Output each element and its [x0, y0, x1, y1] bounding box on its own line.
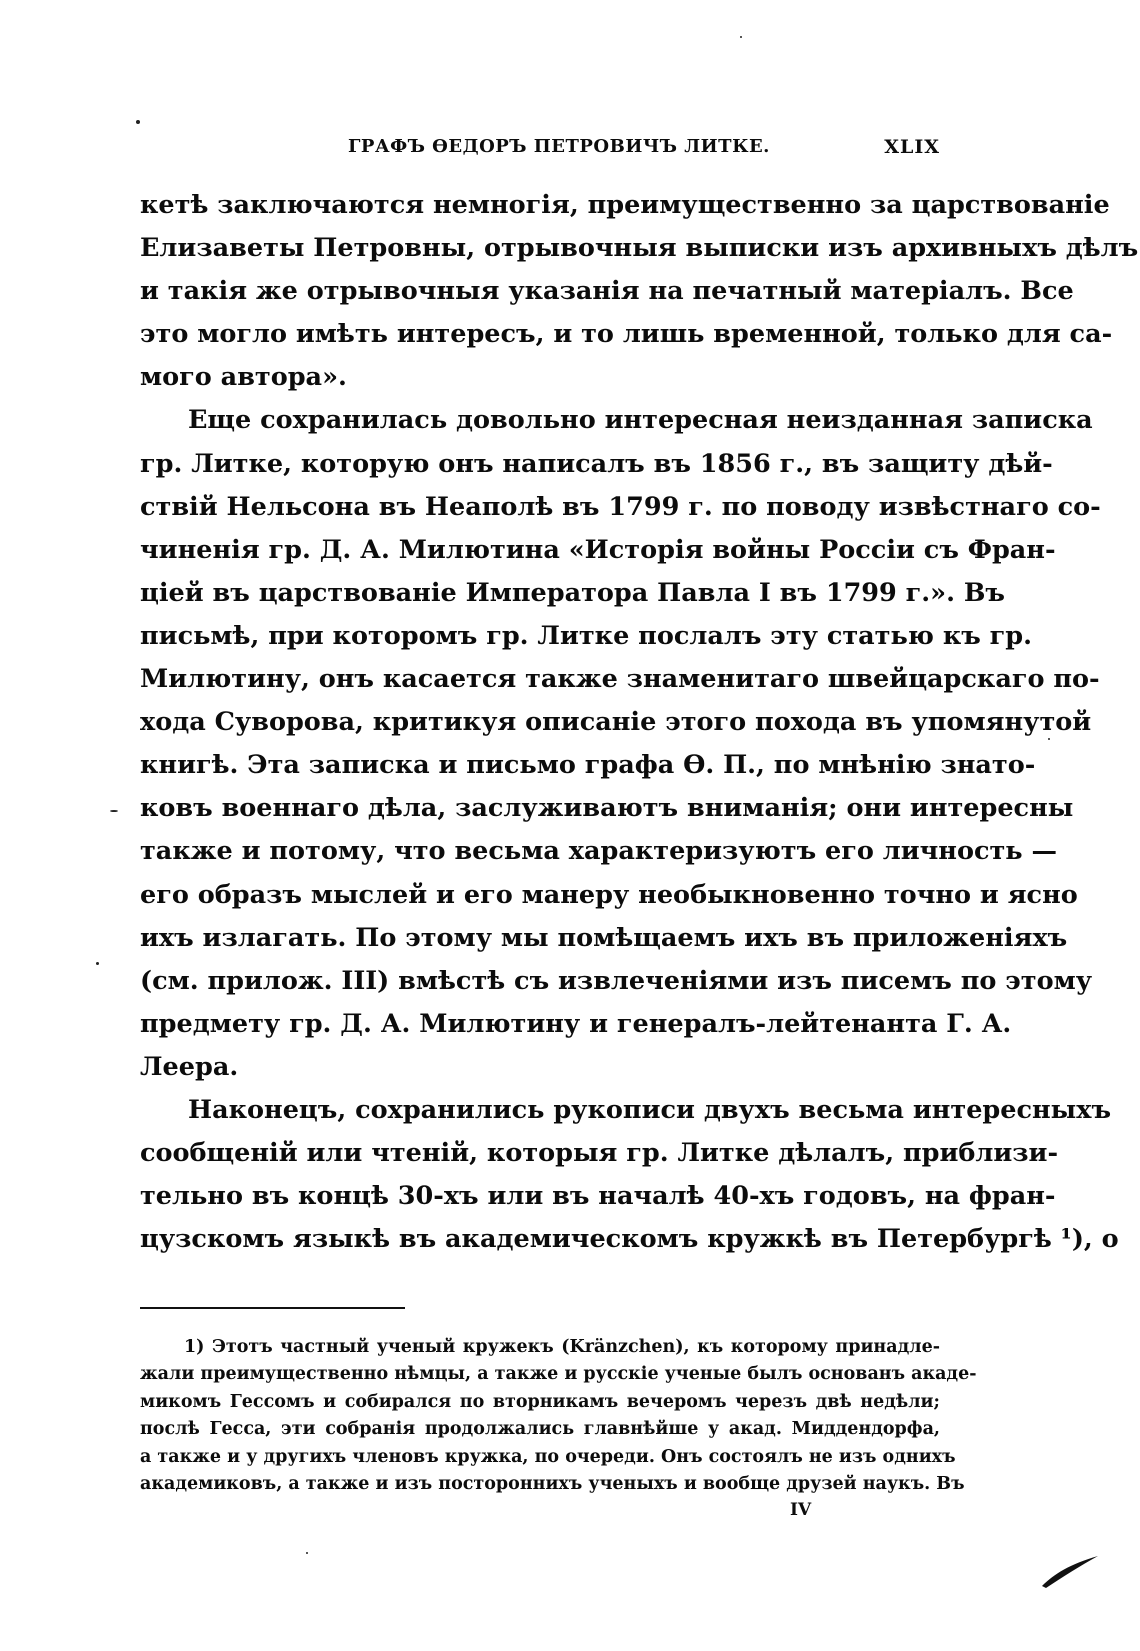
text-line: хода Суворова, критикуя описаніе этого похода въ упомянутой — [140, 707, 1092, 738]
text-line: тельно въ концѣ 30-хъ или въ началѣ 40-хъ годовъ, на фран- — [140, 1181, 1056, 1212]
text-line: книгѣ. Эта записка и письмо графа Ѳ. П., по мнѣнію знато- — [140, 750, 1036, 781]
footnote-line: жали преимущественно нѣмцы, а также и русскіе ученые былъ основанъ акаде- — [140, 1364, 977, 1385]
text-line: кетѣ заключаются немногія, преимущественно за царствованіе — [140, 190, 1110, 220]
text-line: гр. Литке, которую онъ написалъ въ 1856 г., въ защиту дѣй- — [140, 448, 1053, 479]
footnote-rule — [140, 1307, 405, 1309]
running-title: ГРАФЪ ѲЕДОРЪ ПЕТРОВИЧЪ ЛИТКЕ. — [348, 136, 770, 157]
text-line: и такія же отрывочныя указанія на печатный матеріалъ. Все — [140, 276, 1074, 307]
text-line: также и потому, что весьма характеризуютъ его личность — — [140, 836, 1057, 867]
text-line: Милютину, онъ касается также знаменитаго швейцарскаго по- — [140, 664, 1100, 695]
body-text — [140, 184, 1139, 1261]
text-line: ковъ военнаго дѣла, заслуживаютъ вниманія; они интересны — [140, 793, 1074, 824]
ink-speck — [1048, 738, 1050, 740]
text-line: цузскомъ языкѣ въ академическомъ кружкѣ въ Петербургѣ ¹), о — [140, 1224, 1119, 1255]
text-line: предмету гр. Д. А. Милютину и генералъ-лейтенанта Г. А. — [140, 1008, 1012, 1039]
text-line: ціей въ царствованіе Императора Павла I въ 1799 г.». Въ — [140, 577, 1005, 608]
text-line: Наконецъ, сохранились рукописи двухъ весьма интересныхъ — [188, 1094, 1112, 1125]
ink-speck — [740, 36, 742, 38]
text-line: это могло имѣть интересъ, и то лишь временной, только для са- — [140, 319, 1113, 350]
text-line: ихъ излагать. По этому мы помѣщаемъ ихъ въ приложеніяхъ — [140, 922, 1068, 953]
text-line: Елизаветы Петровны, отрывочныя выписки изъ архивныхъ дѣлъ — [140, 233, 1139, 264]
signature-mark: IV — [790, 1500, 812, 1520]
text-line: ствій Нельсона въ Неаполѣ въ 1799 г. по поводу извѣстнаго со- — [140, 491, 1101, 522]
ink-speck — [136, 120, 140, 124]
page-number: XLIX — [884, 136, 940, 158]
text-line: его образъ мыслей и его манеру необыкновенно точно и ясно — [140, 879, 1078, 910]
footnote-line: а также и у другихъ членовъ кружка, по очереди. Онъ состоялъ не изъ однихъ — [140, 1446, 956, 1467]
ink-speck — [110, 810, 118, 812]
text-line: сообщеній или чтеній, которыя гр. Литке дѣлалъ, приблизи- — [140, 1138, 1059, 1169]
footnotes — [140, 1334, 977, 1498]
footnote-line: микомъ Гессомъ и собирался по вторникамъ вечеромъ черезъ двѣ недѣли; — [140, 1391, 940, 1412]
pen-stroke-mark — [1040, 1550, 1100, 1590]
text-line: Леера. — [140, 1051, 239, 1082]
text-line: письмѣ, при которомъ гр. Литке послалъ эту статью къ гр. — [140, 620, 1033, 651]
text-line: чиненія гр. Д. А. Милютина «Исторія войны Россіи съ Фран- — [140, 534, 1056, 565]
running-head — [140, 136, 940, 166]
text-line: Еще сохранилась довольно интересная неизданная записка — [188, 405, 1093, 436]
ink-speck — [306, 1552, 308, 1554]
text-line: (см. прилож. III) вмѣстѣ съ извлеченіями изъ писемъ по этому — [140, 965, 1093, 996]
footnote-line: 1) Этотъ частный ученый кружекъ (Kränzchen), къ которому принадле- — [184, 1337, 940, 1357]
footnote-line: послѣ Гесса, эти собранія продолжались главнѣйше у акад. Миддендорфа, — [140, 1419, 940, 1440]
ink-speck — [96, 962, 99, 965]
footnote-line: академиковъ, а также и изъ постороннихъ ученыхъ и вообще друзей наукъ. Въ — [140, 1473, 965, 1494]
text-line: мого автора». — [140, 362, 347, 393]
